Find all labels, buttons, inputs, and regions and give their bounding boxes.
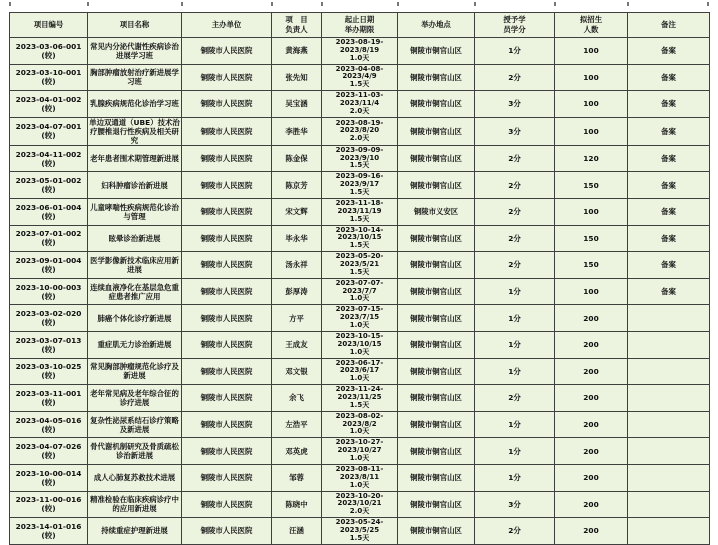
cell-location[interactable]: 铜陵市铜官山区 xyxy=(398,225,475,252)
cell-location[interactable]: 铜陵市铜官山区 xyxy=(398,38,475,65)
cell-date[interactable]: 2023-08-11- 2023/8/11 1.0天 xyxy=(322,464,398,491)
cell-person[interactable]: 方平 xyxy=(272,305,322,332)
cell-person[interactable]: 汤永祥 xyxy=(272,252,322,279)
cell-name[interactable]: 骨代谢机制研究及骨质疏松诊治新进展 xyxy=(88,438,182,465)
cell-name[interactable]: 老年患者围术期管理新进展 xyxy=(88,145,182,172)
cell-note[interactable] xyxy=(628,385,710,412)
cell-count[interactable]: 100 xyxy=(555,64,628,91)
cell-person[interactable]: 余飞 xyxy=(272,385,322,412)
table-row xyxy=(10,38,710,65)
cell-person[interactable]: 彭厚涛 xyxy=(272,278,322,305)
cell-name[interactable]: 乳腺疾病规范化诊治学习班 xyxy=(88,91,182,118)
cell-location[interactable]: 铜陵市铜官山区 xyxy=(398,358,475,385)
cell-note[interactable] xyxy=(628,491,710,518)
cell-code[interactable]: 2023-09-01-004 (较) xyxy=(10,252,88,279)
cell-note[interactable] xyxy=(628,464,710,491)
cell-date[interactable]: 2023-11-18- 2023/11/19 1.5天 xyxy=(322,198,398,225)
table-row xyxy=(10,145,710,172)
table-row xyxy=(10,172,710,199)
cell-code[interactable]: 2023-04-01-002 (较) xyxy=(10,91,88,118)
header-name: 项目名称 xyxy=(88,13,182,38)
cell-location[interactable]: 铜陵市铜官山区 xyxy=(398,385,475,412)
table-row xyxy=(10,358,710,385)
cell-location[interactable]: 铜陵市铜官山区 xyxy=(398,411,475,438)
table-row xyxy=(10,225,710,252)
cell-note[interactable]: 备案 xyxy=(628,198,710,225)
cell-location[interactable]: 铜陵市铜官山区 xyxy=(398,172,475,199)
cell-note[interactable]: 备案 xyxy=(628,64,710,91)
cell-code[interactable]: 2023-11-00-016 (较) xyxy=(10,491,88,518)
header-location: 举办地点 xyxy=(398,13,475,38)
cell-note[interactable] xyxy=(628,438,710,465)
cell-credit[interactable]: 1分 xyxy=(475,305,555,332)
project-table xyxy=(9,12,710,545)
cell-date[interactable]: 2023-10-27- 2023/10/27 1.0天 xyxy=(322,438,398,465)
table-row xyxy=(10,91,710,118)
cell-org[interactable]: 铜陵市人民医院 xyxy=(182,438,272,465)
cell-note[interactable]: 备案 xyxy=(628,38,710,65)
cell-code[interactable]: 2023-05-01-002 (较) xyxy=(10,172,88,199)
cell-name[interactable]: 妇科肿瘤诊治新进展 xyxy=(88,172,182,199)
cell-date[interactable]: 2023-09-09- 2023/9/10 1.5天 xyxy=(322,145,398,172)
cell-name[interactable]: 持续重症护理新进展 xyxy=(88,518,182,545)
cell-org[interactable]: 铜陵市人民医院 xyxy=(182,305,272,332)
header-note: 备注 xyxy=(628,13,710,38)
cell-count[interactable]: 100 xyxy=(555,117,628,145)
cell-note[interactable]: 备案 xyxy=(628,172,710,199)
cell-credit[interactable]: 3分 xyxy=(475,117,555,145)
header-credit: 授予学 员学分 xyxy=(475,13,555,38)
cell-credit[interactable]: 2分 xyxy=(475,518,555,545)
cell-name[interactable]: 胸部肿瘤放射治疗新进展学习班 xyxy=(88,64,182,91)
cell-location[interactable]: 铜陵市铜官山区 xyxy=(398,331,475,358)
cell-note[interactable] xyxy=(628,305,710,332)
cell-person[interactable]: 左浩平 xyxy=(272,411,322,438)
cell-count[interactable]: 200 xyxy=(555,305,628,332)
cell-date[interactable]: 2023-05-20- 2023/5/21 1.5天 xyxy=(322,252,398,279)
cell-name[interactable]: 重症肌无力诊治新进展 xyxy=(88,331,182,358)
cell-credit[interactable]: 1分 xyxy=(475,278,555,305)
cell-count[interactable]: 200 xyxy=(555,438,628,465)
cell-person[interactable]: 陈晓中 xyxy=(272,491,322,518)
cell-code[interactable]: 2023-03-11-001 (较) xyxy=(10,385,88,412)
cell-code[interactable]: 2023-03-02-020 (较) xyxy=(10,305,88,332)
cell-location[interactable]: 铜陵市铜官山区 xyxy=(398,464,475,491)
cell-credit[interactable]: 1分 xyxy=(475,464,555,491)
cell-org[interactable]: 铜陵市人民医院 xyxy=(182,252,272,279)
cell-location[interactable]: 铜陵市铜官山区 xyxy=(398,491,475,518)
cell-location[interactable]: 铜陵市铜官山区 xyxy=(398,438,475,465)
table-row xyxy=(10,491,710,518)
cell-code[interactable]: 2023-03-07-013 (较) xyxy=(10,331,88,358)
cell-org[interactable]: 铜陵市人民医院 xyxy=(182,518,272,545)
cell-name[interactable]: 精准检验在临床疾病诊疗中的应用新进展 xyxy=(88,491,182,518)
cell-note[interactable] xyxy=(628,518,710,545)
table-row xyxy=(10,305,710,332)
cell-name[interactable]: 单边双通道（UBE）技术治疗腰椎退行性疾病及相关研究 xyxy=(89,117,180,145)
cell-credit[interactable]: 2分 xyxy=(475,198,555,225)
table-row xyxy=(10,331,710,358)
cell-org[interactable]: 铜陵市人民医院 xyxy=(182,64,272,91)
cell-date[interactable]: 2023-10-20- 2023/10/21 2.0天 xyxy=(322,491,398,518)
cell-org[interactable]: 铜陵市人民医院 xyxy=(182,91,272,118)
cell-code[interactable]: 2023-07-01-002 (较) xyxy=(10,225,88,252)
cell-credit[interactable]: 1分 xyxy=(475,411,555,438)
cell-count[interactable]: 200 xyxy=(555,518,628,545)
cell-credit[interactable]: 3分 xyxy=(475,91,555,118)
cell-note[interactable] xyxy=(628,331,710,358)
cell-date[interactable]: 2023-06-17- 2023/6/17 1.0天 xyxy=(322,358,398,385)
header-row xyxy=(10,13,710,38)
cell-note[interactable] xyxy=(628,358,710,385)
cell-location[interactable]: 铜陵市铜官山区 xyxy=(398,518,475,545)
cell-person[interactable]: 宋文辉 xyxy=(272,198,322,225)
table-row xyxy=(10,411,710,438)
cell-org[interactable]: 铜陵市人民医院 xyxy=(182,172,272,199)
cell-location[interactable]: 铜陵市铜官山区 xyxy=(398,252,475,279)
cell-count[interactable]: 200 xyxy=(555,464,628,491)
cell-credit[interactable]: 2分 xyxy=(475,145,555,172)
cell-note[interactable]: 备案 xyxy=(628,252,710,279)
cell-date[interactable]: 2023-09-16- 2023/9/17 1.5天 xyxy=(322,172,398,199)
table-row xyxy=(10,252,710,279)
header-org: 主办单位 xyxy=(182,13,272,38)
cell-count[interactable]: 200 xyxy=(555,491,628,518)
header-count: 拟招生 人数 xyxy=(555,13,628,38)
cell-org[interactable]: 铜陵市人民医院 xyxy=(182,225,272,252)
cell-date[interactable]: 2023-11-24- 2023/11/25 1.5天 xyxy=(322,385,398,412)
cell-count[interactable]: 200 xyxy=(555,358,628,385)
cell-note[interactable]: 备案 xyxy=(628,145,710,172)
cell-code[interactable]: 2023-10-00-003 (较) xyxy=(10,278,88,305)
cell-date[interactable]: 2023-08-02- 2023/8/2 1.0天 xyxy=(322,411,398,438)
cell-count[interactable]: 150 xyxy=(555,225,628,252)
cell-person[interactable]: 毕永华 xyxy=(272,225,322,252)
cell-credit[interactable]: 1分 xyxy=(475,438,555,465)
cell-credit[interactable]: 1分 xyxy=(475,331,555,358)
cell-count[interactable]: 100 xyxy=(555,38,628,65)
cell-org[interactable]: 铜陵市人民医院 xyxy=(182,464,272,491)
cell-code[interactable]: 2023-04-07-026 (较) xyxy=(10,438,88,465)
cell-name[interactable]: 复杂性泌尿系结石诊疗策略及新进展 xyxy=(88,411,182,438)
table-row xyxy=(10,117,710,145)
header-person: 项 目 负责人 xyxy=(272,13,322,38)
cell-org[interactable]: 铜陵市人民医院 xyxy=(182,331,272,358)
cell-location[interactable]: 铜陵市铜官山区 xyxy=(398,145,475,172)
cell-credit[interactable]: 1分 xyxy=(475,358,555,385)
cell-count[interactable]: 120 xyxy=(555,145,628,172)
cell-org[interactable]: 铜陵市人民医院 xyxy=(182,385,272,412)
cell-date[interactable]: 2023-07-15- 2023/7/15 1.0天 xyxy=(322,305,398,332)
cell-credit[interactable]: 2分 xyxy=(475,172,555,199)
cell-date[interactable]: 2023-10-15- 2023/10/15 1.0天 xyxy=(322,331,398,358)
cell-location[interactable]: 铜陵市铜官山区 xyxy=(398,117,475,145)
cell-credit[interactable]: 2分 xyxy=(475,64,555,91)
table-row xyxy=(10,385,710,412)
cell-person[interactable]: 汪涵 xyxy=(272,518,322,545)
cell-person[interactable]: 邹蓉 xyxy=(272,464,322,491)
cell-org[interactable]: 铜陵市人民医院 xyxy=(182,278,272,305)
cell-date[interactable]: 2023-10-14- 2023/10/15 1.5天 xyxy=(322,225,398,252)
cell-note[interactable]: 备案 xyxy=(628,278,710,305)
cell-note[interactable]: 备案 xyxy=(628,91,710,118)
cell-person[interactable]: 吴宝涵 xyxy=(272,91,322,118)
cell-note[interactable] xyxy=(628,411,710,438)
cell-name[interactable]: 连续血液净化在基层急危重症患者推广应用 xyxy=(88,278,182,305)
spreadsheet xyxy=(9,12,709,545)
table-row xyxy=(10,198,710,225)
cell-location[interactable]: 铜陵市铜官山区 xyxy=(398,91,475,118)
cell-name[interactable]: 常见胸部肿瘤规范化诊疗及新进展 xyxy=(88,358,182,385)
cell-name[interactable]: 儿童哮喘性疾病规范化诊治与管理 xyxy=(88,198,182,225)
cell-person[interactable]: 黄海燕 xyxy=(272,38,322,65)
cell-credit[interactable]: 2分 xyxy=(475,385,555,412)
cell-person[interactable]: 陈金保 xyxy=(272,145,322,172)
column-tick-marks xyxy=(9,2,709,10)
cell-code[interactable]: 2023-10-00-014 (较) xyxy=(10,464,88,491)
table-row xyxy=(10,278,710,305)
cell-name[interactable]: 眩晕诊治新进展 xyxy=(88,225,182,252)
cell-name[interactable]: 常见内分泌代谢性疾病诊治进展学习班 xyxy=(88,38,182,65)
cell-date[interactable]: 2023-08-19- 2023/8/19 1.0天 xyxy=(322,38,398,65)
cell-code[interactable]: 2023-04-07-001 (较) xyxy=(10,117,88,145)
cell-credit[interactable]: 2分 xyxy=(475,252,555,279)
cell-count[interactable]: 200 xyxy=(555,411,628,438)
cell-org[interactable]: 铜陵市人民医院 xyxy=(182,411,272,438)
cell-location[interactable]: 铜陵市铜官山区 xyxy=(398,278,475,305)
cell-org[interactable]: 铜陵市人民医院 xyxy=(182,491,272,518)
cell-credit[interactable]: 3分 xyxy=(475,491,555,518)
cell-count[interactable]: 100 xyxy=(555,198,628,225)
cell-name[interactable]: 成人心肺复苏救技术进展 xyxy=(88,464,182,491)
header-code: 项目编号 xyxy=(10,13,88,38)
cell-org[interactable]: 铜陵市人民医院 xyxy=(182,117,272,145)
cell-date[interactable]: 2023-07-07- 2023/7/7 1.0天 xyxy=(322,278,398,305)
table-row xyxy=(10,464,710,491)
cell-count[interactable]: 150 xyxy=(555,252,628,279)
cell-code[interactable]: 2023-06-01-004 (较) xyxy=(10,198,88,225)
cell-code[interactable]: 2023-03-10-001 (较) xyxy=(10,64,88,91)
cell-org[interactable]: 铜陵市人民医院 xyxy=(182,358,272,385)
cell-code[interactable]: 2023-14-01-016 (较) xyxy=(10,518,88,545)
cell-count[interactable]: 100 xyxy=(555,91,628,118)
cell-person[interactable]: 邓文银 xyxy=(272,358,322,385)
table-row xyxy=(10,438,710,465)
cell-person[interactable]: 陈京芳 xyxy=(272,172,322,199)
table-row xyxy=(10,518,710,545)
cell-name[interactable]: 老年常见病及老年综合征的诊疗进展 xyxy=(88,385,182,412)
cell-code[interactable]: 2023-03-06-001 (较) xyxy=(10,38,88,65)
cell-credit[interactable]: 1分 xyxy=(475,38,555,65)
cell-name[interactable]: 肺癌个体化诊疗新进展 xyxy=(88,305,182,332)
cell-date[interactable]: 2023-04-08- 2023/4/9 1.5天 xyxy=(322,64,398,91)
cell-credit[interactable]: 2分 xyxy=(475,225,555,252)
cell-location[interactable]: 铜陵市义安区 xyxy=(398,198,475,225)
cell-code[interactable]: 2023-04-05-016 (较) xyxy=(10,411,88,438)
table-row xyxy=(10,64,710,91)
header-date: 起止日期 举办期限 xyxy=(322,13,398,38)
cell-org[interactable]: 铜陵市人民医院 xyxy=(182,145,272,172)
cell-date[interactable]: 2023-11-03- 2023/11/4 2.0天 xyxy=(322,91,398,118)
cell-person[interactable]: 张先知 xyxy=(272,64,322,91)
cell-code[interactable]: 2023-03-10-025 (较) xyxy=(10,358,88,385)
cell-note[interactable]: 备案 xyxy=(628,117,710,145)
cell-name[interactable]: 医学影像新技术临床应用新进展 xyxy=(88,252,182,279)
cell-org[interactable]: 铜陵市人民医院 xyxy=(182,198,272,225)
cell-location[interactable]: 铜陵市铜官山区 xyxy=(398,305,475,332)
cell-date[interactable]: 2023-05-24- 2023/5/25 1.5天 xyxy=(322,518,398,545)
cell-count[interactable]: 150 xyxy=(555,172,628,199)
cell-org[interactable]: 铜陵市人民医院 xyxy=(182,38,272,65)
cell-location[interactable]: 铜陵市铜官山区 xyxy=(398,64,475,91)
cell-note[interactable]: 备案 xyxy=(628,225,710,252)
cell-count[interactable]: 100 xyxy=(555,278,628,305)
cell-count[interactable]: 200 xyxy=(555,385,628,412)
cell-code[interactable]: 2023-04-11-002 (较) xyxy=(10,145,88,172)
cell-date[interactable]: 2023-08-19- 2023/8/20 2.0天 xyxy=(322,117,398,145)
cell-person[interactable]: 王成友 xyxy=(272,331,322,358)
cell-person[interactable]: 李胜华 xyxy=(272,117,322,145)
cell-count[interactable]: 200 xyxy=(555,331,628,358)
cell-person[interactable]: 邓英虎 xyxy=(272,438,322,465)
